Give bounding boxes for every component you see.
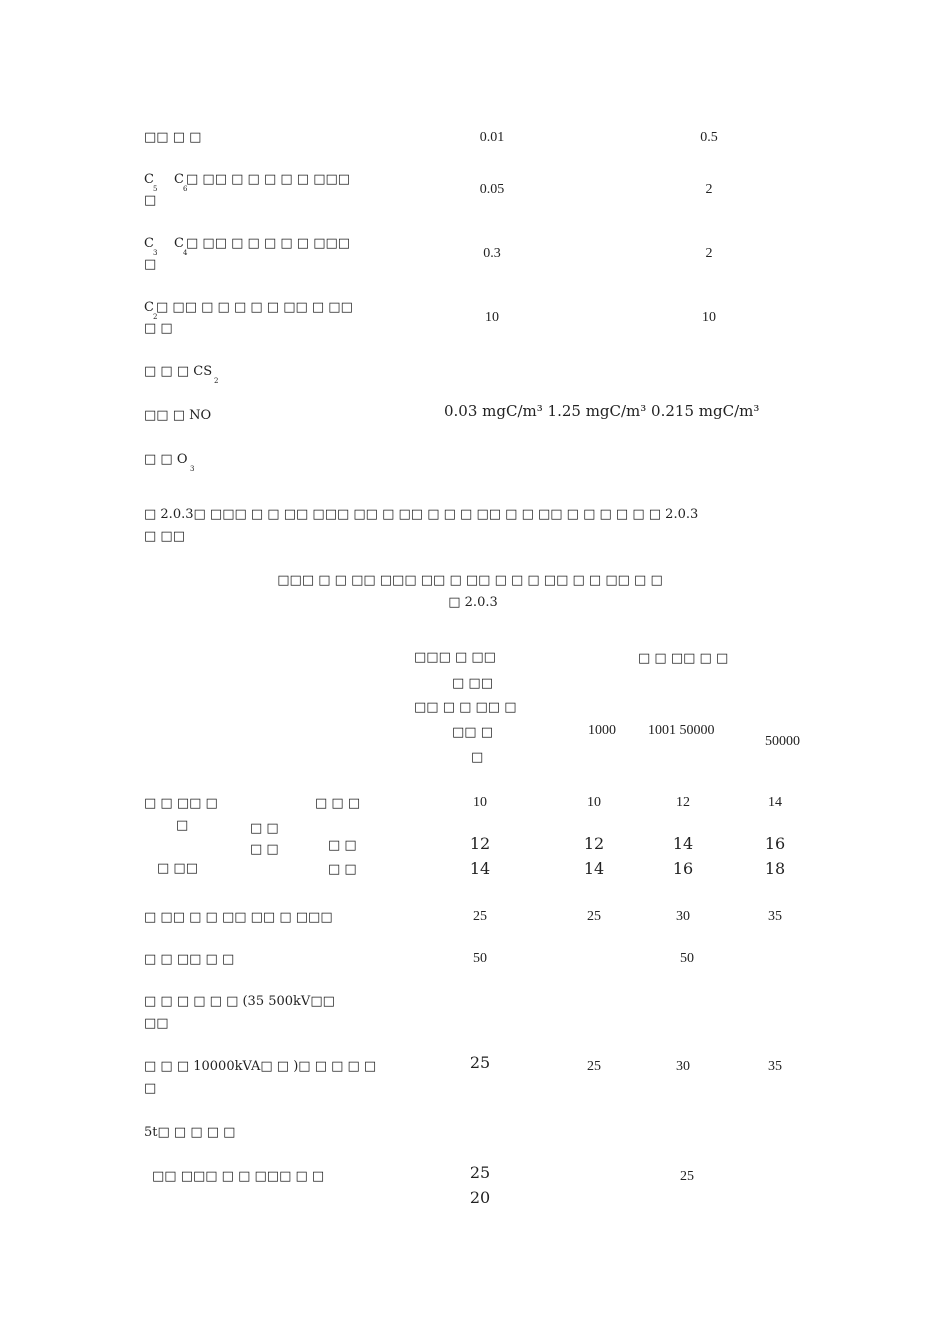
row3-sub2: 4 [183,249,188,257]
row1-label: □□ □ □ [144,130,202,145]
g1-r3-c2: 14 [583,859,605,878]
row7-sub: 3 [190,465,195,473]
header-c2: 1001 50000 [648,723,715,738]
g2-c4: 35 [768,909,782,924]
header-a5: □ [471,750,484,765]
header-a2: □ □□ [452,676,493,691]
g4-c2: 25 [587,1059,601,1074]
g6-label: □□ □□□ □ □ □□□ □ □ [152,1169,325,1184]
row3-label2: □ [144,257,157,272]
table-title-line1: □□□ □ □ □□ □□□ □□ □ □□ □ □ □ □□ □ □ □□ □ □ [277,573,663,588]
row2-value2: 2 [705,182,713,197]
g1-mid3: □ □ [250,842,279,857]
row6-label: □□ □ NO [144,408,212,423]
g4-c3: 30 [676,1059,690,1074]
g1-label2: □ [176,818,189,833]
g1-r1-c4: 14 [768,795,782,810]
header-a4: □□ □ [452,725,493,740]
g1-mid2: □ □ [250,821,279,836]
g2-c1: 25 [473,909,487,924]
g3-c1: 50 [473,951,487,966]
g1-r2-c2: 12 [583,834,605,853]
g1-label3: □ □□ [157,861,198,876]
g1-r3-c1: 14 [469,859,491,878]
g1-mid1: □ □ □ [315,796,361,811]
g4-label2: □□ [144,1016,169,1031]
g4-label4: □ [144,1081,157,1096]
row3-label: □ □□ □ □ □ □ □ □□□ [186,236,351,251]
header-c3: 50000 [765,734,800,749]
row4-c: C [144,300,154,315]
row4-value2: 10 [702,310,716,325]
row4-label: □ □□ □ □ □ □ □ □□ □ □□ [156,300,353,315]
row5-sub: 2 [214,377,219,385]
row2-c: C [144,172,154,187]
g1-r2-c1: 12 [469,834,491,853]
row3-value1: 0.3 [483,246,501,261]
g4-c4: 35 [768,1059,782,1074]
g6-c1: 25 [469,1163,491,1182]
header-b: □ □ □□ □ □ [638,651,729,666]
row5-label: □ □ □ CS [144,364,213,379]
row2-value1: 0.05 [479,182,505,197]
row7-label: □ □ O [144,452,188,467]
g6-c2: 25 [680,1169,694,1184]
g1-label1: □ □ □□ □ [144,796,218,811]
row1-value1: 0.01 [479,130,505,145]
g1-r3-c3: 16 [672,859,694,878]
row3-sub1: 3 [153,249,158,257]
row2-sub1: 5 [153,185,158,193]
paragraph-line2: □ □□ [144,529,185,544]
row3-value2: 2 [705,246,713,261]
g5-label: 5t□ □ □ □ □ [144,1125,236,1140]
table-title-line2: □ 2.0.3 [448,595,498,610]
paragraph-line1: □ 2.0.3□ □□□ □ □ □□ □□□ □□ □ □□ □ □ □ □□ □ □ □□ □ □ □ □ □ □ 2.0.3 [144,507,699,522]
g1-r3-c4: 18 [764,859,786,878]
g3-c2: 50 [680,951,694,966]
row4-sub1: 2 [153,313,158,321]
header-c1: 1000 [588,723,616,738]
row3-c: C [144,236,154,251]
g1-r2-c3: 14 [672,834,694,853]
g1-mid4: □ □ [328,838,357,853]
g1-r1-c3: 12 [676,795,690,810]
g1-r1-c1: 10 [473,795,487,810]
g1-r1-c2: 10 [587,795,601,810]
row6-values: 0.03 mgC/m³ 1.25 mgC/m³ 0.215 mgC/m³ [444,402,760,420]
g1-mid5: □ □ [328,862,357,877]
row3-c2: C [174,236,184,251]
row2-label: □ □□ □ □ □ □ □ □□□ [186,172,351,187]
row4-value1: 10 [485,310,499,325]
header-a3: □□ □ □ □□ □ [414,700,517,715]
g6-c1b: 20 [469,1188,491,1207]
row4-label2: □ □ [144,321,173,336]
row2-label2: □ [144,193,157,208]
row2-sub2: 6 [183,185,188,193]
g1-r2-c4: 16 [764,834,786,853]
g2-label: □ □□ □ □ □□ □□ □ □□□ [144,910,333,925]
row1-value2: 0.5 [700,130,718,145]
g2-c3: 30 [676,909,690,924]
g3-label: □ □ □□ □ □ [144,952,235,967]
header-a1: □□□ □ □□ [414,650,496,665]
g4-label3: □ □ □ 10000kVA□ □ )□ □ □ □ □ [144,1059,377,1074]
g2-c2: 25 [587,909,601,924]
g4-label1: □ □ □ □ □ □ (35 500kV□□ [144,994,335,1009]
g4-c1: 25 [469,1053,491,1072]
row2-c2: C [174,172,184,187]
